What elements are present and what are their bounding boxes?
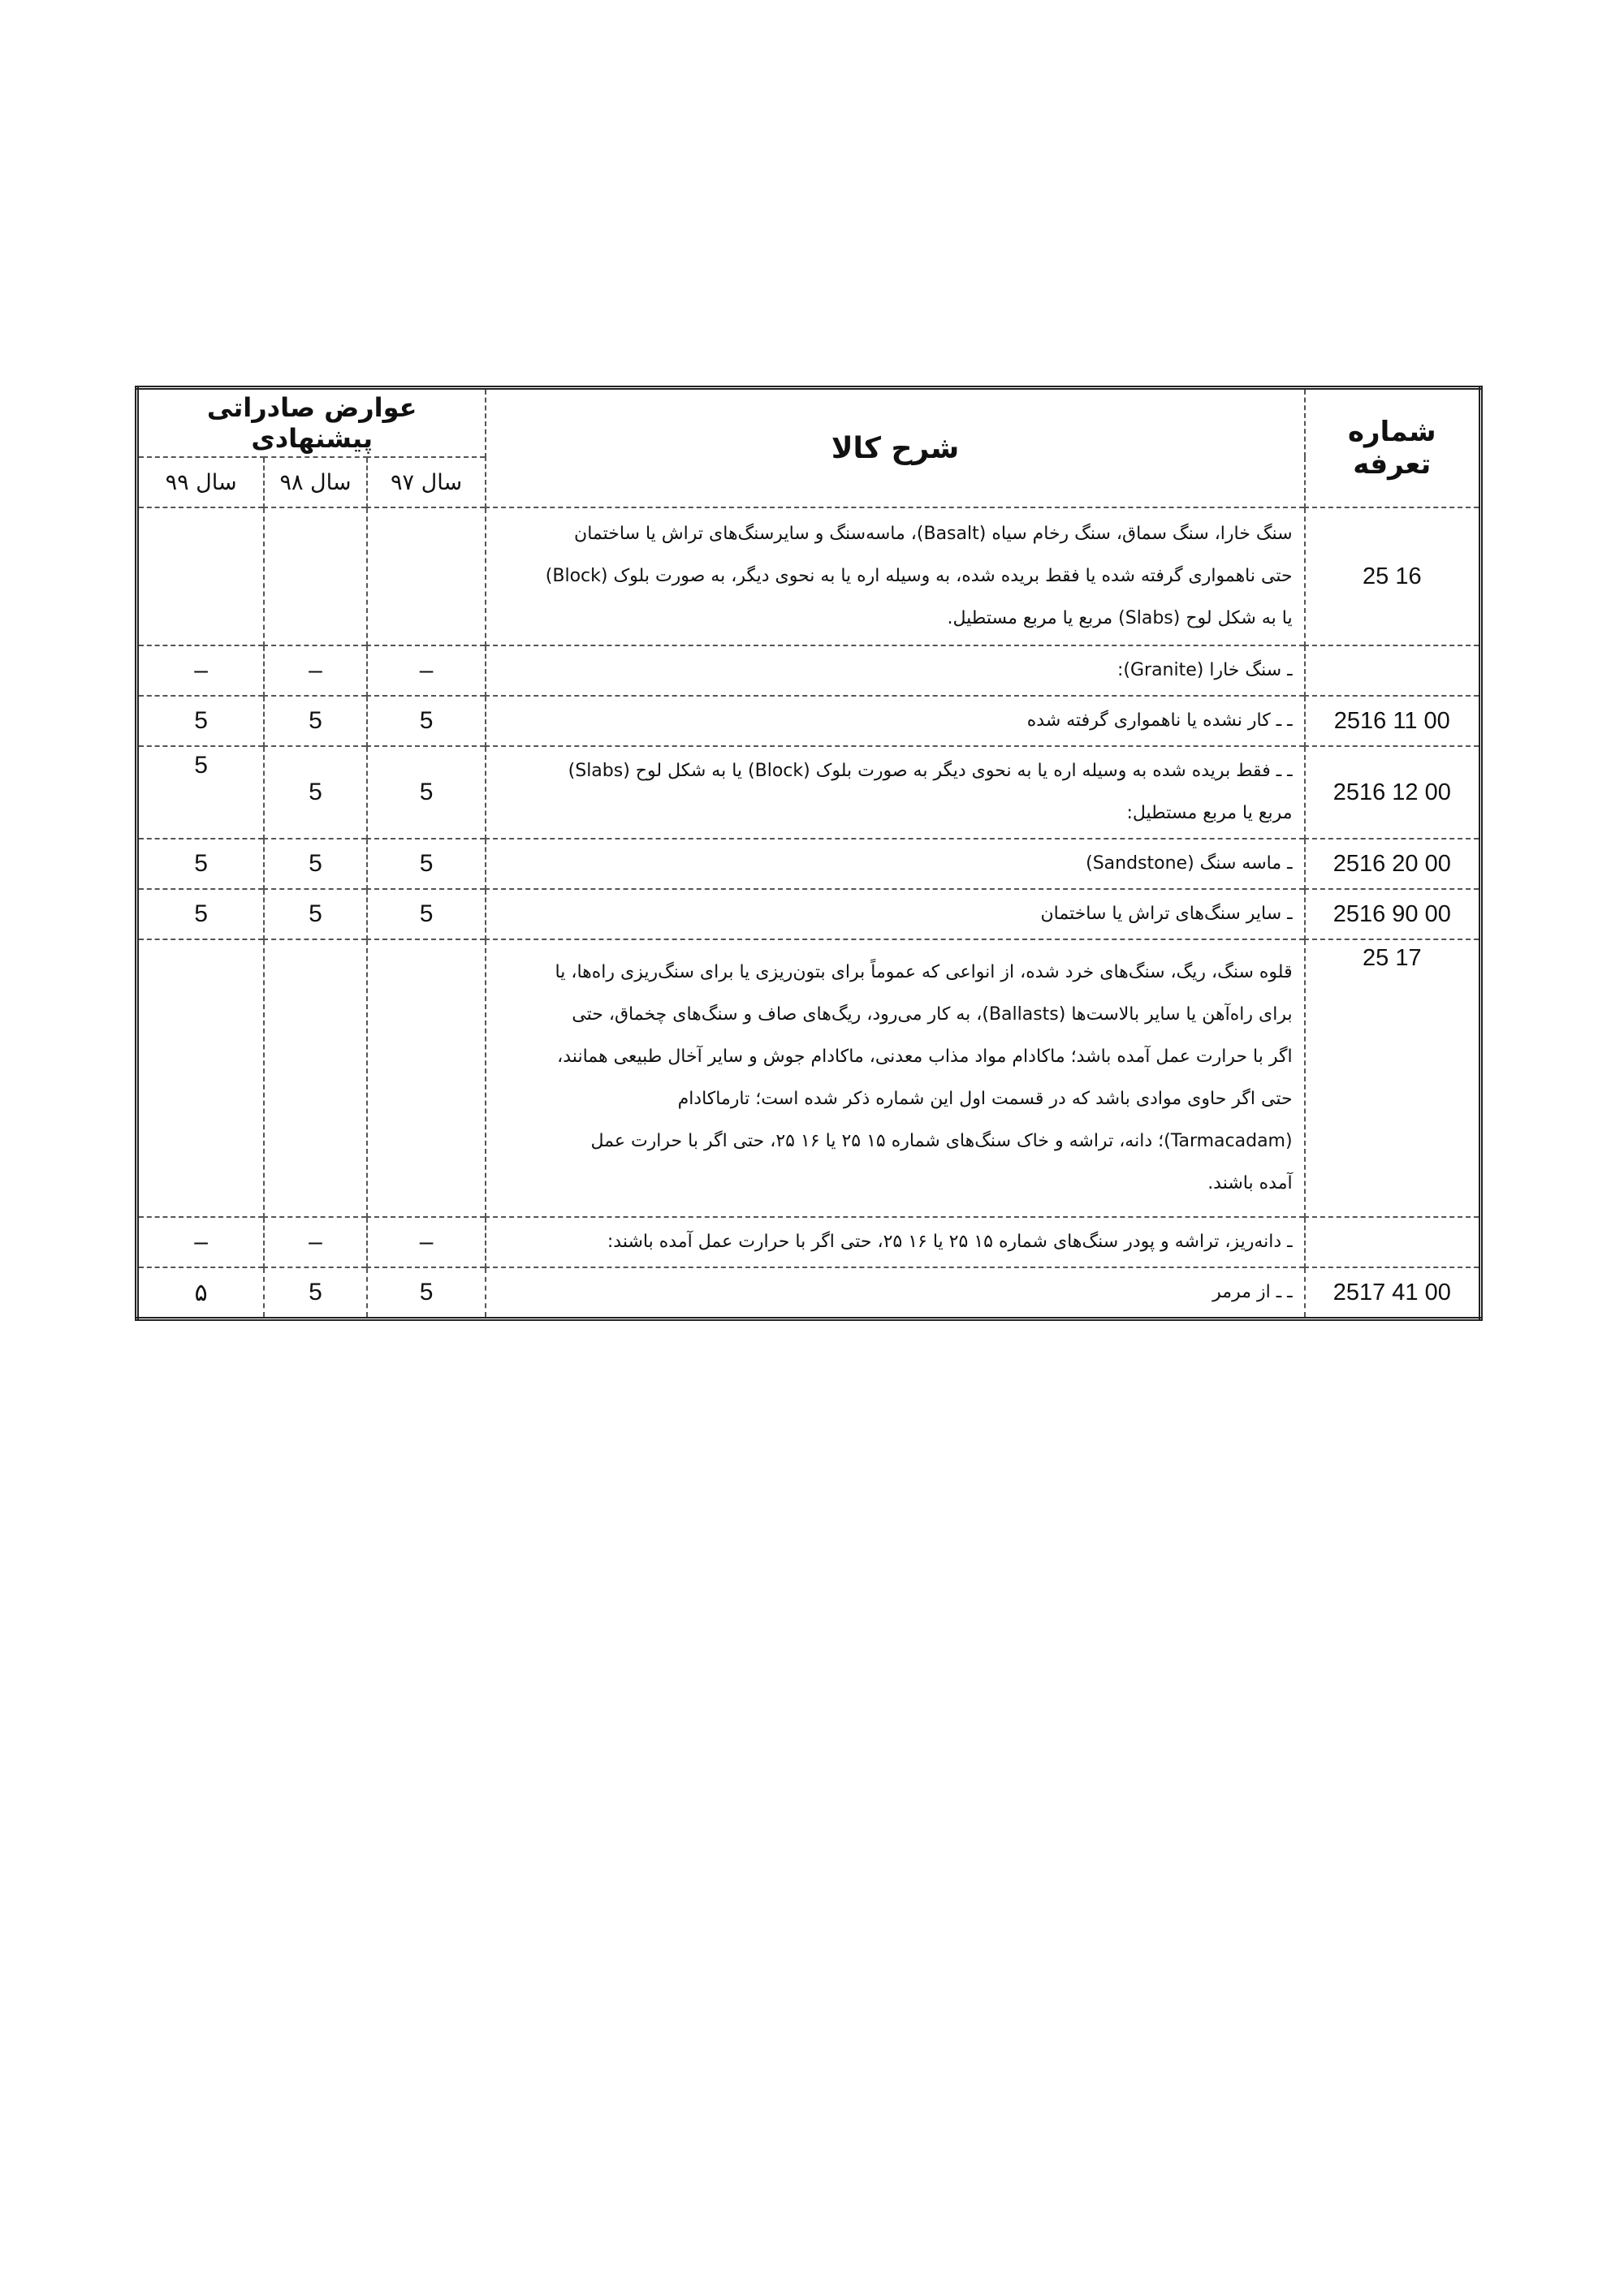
description-line: یا به شکل لوح (Slabs) مربع یا مربع مستطیل.: [947, 608, 1293, 628]
tariff-code-cell: 25 17: [1305, 939, 1481, 1217]
description-cell: [486, 696, 1304, 746]
tariff-number-header: شماره تعرفه: [1305, 388, 1481, 508]
duty-98-cell: 5: [264, 696, 367, 746]
table-row: [137, 645, 1481, 696]
duty-98-cell: –: [264, 1217, 367, 1267]
duty-98-cell: 5: [264, 889, 367, 939]
description-cell: [486, 889, 1304, 939]
description-line: ـ دانه‌ریز، تراشه و پودر سنگ‌های شماره ۱۵ ۲۵ یا ۱۶ ۲۵، حتی اگر با حرارت عمل آمده باشند:: [607, 1232, 1293, 1252]
table-row: [137, 1267, 1481, 1319]
description-line: برای راه‌آهن یا سایر بالاست‌ها (Ballasts)، به کار می‌رود، ریگ‌های صاف و سنگ‌های چخماق، حتی: [572, 1004, 1293, 1025]
description-cell: [486, 839, 1304, 889]
goods-description-header: شرح کالا: [486, 388, 1304, 508]
table-row: [137, 746, 1481, 839]
description-cell: [486, 1267, 1304, 1319]
table-row: [137, 507, 1481, 645]
tariff-code-cell: 2517 41 00: [1305, 1267, 1481, 1319]
duty-99-cell: 5: [137, 839, 265, 889]
duty-99-cell: 5: [137, 746, 265, 839]
duty-97-cell: 5: [367, 746, 486, 839]
duty-99-cell: ۵: [137, 1267, 265, 1319]
description-line: قلوه سنگ، ریگ، سنگ‌های خرد شده، از انواعی که عموماً برای بتون‌ریزی یا برای سنگ‌ریزی راه‌ها، یا: [555, 962, 1293, 982]
table-row: [137, 1217, 1481, 1267]
tariff-code-cell: [1305, 645, 1481, 696]
description-line: حتی اگر حاوی موادی باشد که در قسمت اول این شماره ذکر شده است؛ تارماکادام: [677, 1089, 1293, 1109]
description-cell: [486, 1217, 1304, 1267]
description-line: ـ ـ کار نشده یا ناهمواری گرفته شده: [1026, 710, 1293, 731]
description-line: ـ ماسه سنگ (Sandstone): [1086, 853, 1293, 874]
duty-97-cell: [367, 939, 486, 1217]
duty-98-cell: 5: [264, 746, 367, 839]
tariff-code-cell: 2516 12 00: [1305, 746, 1481, 839]
description-line: (Tarmacadam)؛ دانه، تراشه و خاک سنگ‌های شماره ۱۵ ۲۵ یا ۱۶ ۲۵، حتی اگر با حرارت عمل: [590, 1131, 1293, 1151]
description-line: ـ ـ فقط بریده شده به وسیله اره یا به نحوی دیگر به صورت بلوک (Block) یا به شکل لوح (Slabs): [568, 761, 1293, 781]
description-line: ـ سنگ خارا (Granite):: [1116, 660, 1293, 680]
duty-99-cell: –: [137, 1217, 265, 1267]
duty-99-cell: –: [137, 645, 265, 696]
year-99-header: سال ۹۹: [137, 457, 265, 507]
description-line: مربع یا مربع مستطیل:: [1126, 803, 1293, 823]
description-line: سنگ خارا، سنگ سماق، سنگ رخام سیاه (Basalt)، ماسه‌سنگ و سایرسنگ‌های تراش یا ساختمان: [574, 524, 1293, 544]
duty-99-cell: [137, 939, 265, 1217]
tariff-code-cell: [1305, 1217, 1481, 1267]
duty-98-cell: 5: [264, 839, 367, 889]
table-row: [137, 889, 1481, 939]
description-cell: [486, 939, 1304, 1217]
duty-99-cell: [137, 507, 265, 645]
description-line: ـ سایر سنگ‌های تراش یا ساختمان: [1040, 904, 1293, 924]
table-row: [137, 939, 1481, 1217]
duty-97-cell: [367, 507, 486, 645]
duty-97-cell: 5: [367, 696, 486, 746]
description-line: اگر با حرارت عمل آمده باشد؛ ماکادام مواد مذاب معدنی، ماکادام جوش و سایر آخال طبیعی همانند،: [557, 1047, 1293, 1067]
tariff-code-cell: 2516 90 00: [1305, 889, 1481, 939]
duty-99-cell: 5: [137, 889, 265, 939]
table-row: [137, 839, 1481, 889]
year-97-header: سال ۹۷: [367, 457, 486, 507]
duty-98-cell: [264, 939, 367, 1217]
duty-97-cell: 5: [367, 839, 486, 889]
duty-98-cell: 5: [264, 1267, 367, 1319]
duty-98-cell: [264, 507, 367, 645]
tariff-code-cell: 25 16: [1305, 507, 1481, 645]
tariff-table: [135, 386, 1483, 1321]
duty-97-cell: 5: [367, 1267, 486, 1319]
duty-97-cell: 5: [367, 889, 486, 939]
tariff-table-body: [137, 507, 1481, 1319]
table-row: [137, 696, 1481, 746]
tariff-code-cell: 2516 11 00: [1305, 696, 1481, 746]
export-duties-header: عوارض صادراتی پیشنهادی: [137, 388, 486, 458]
description-line: آمده باشند.: [1207, 1173, 1293, 1193]
description-cell: [486, 507, 1304, 645]
year-98-header: سال ۹۸: [264, 457, 367, 507]
duty-98-cell: –: [264, 645, 367, 696]
tariff-code-cell: 2516 20 00: [1305, 839, 1481, 889]
duty-99-cell: 5: [137, 696, 265, 746]
description-cell: [486, 645, 1304, 696]
description-line: حتی ناهمواری گرفته شده یا فقط بریده شده، به وسیله اره یا به نحوی دیگر، به صورت بلوک (Block): [545, 566, 1293, 586]
description-cell: [486, 746, 1304, 839]
duty-97-cell: –: [367, 645, 486, 696]
description-line: ـ ـ از مرمر: [1212, 1282, 1293, 1302]
duty-97-cell: –: [367, 1217, 486, 1267]
